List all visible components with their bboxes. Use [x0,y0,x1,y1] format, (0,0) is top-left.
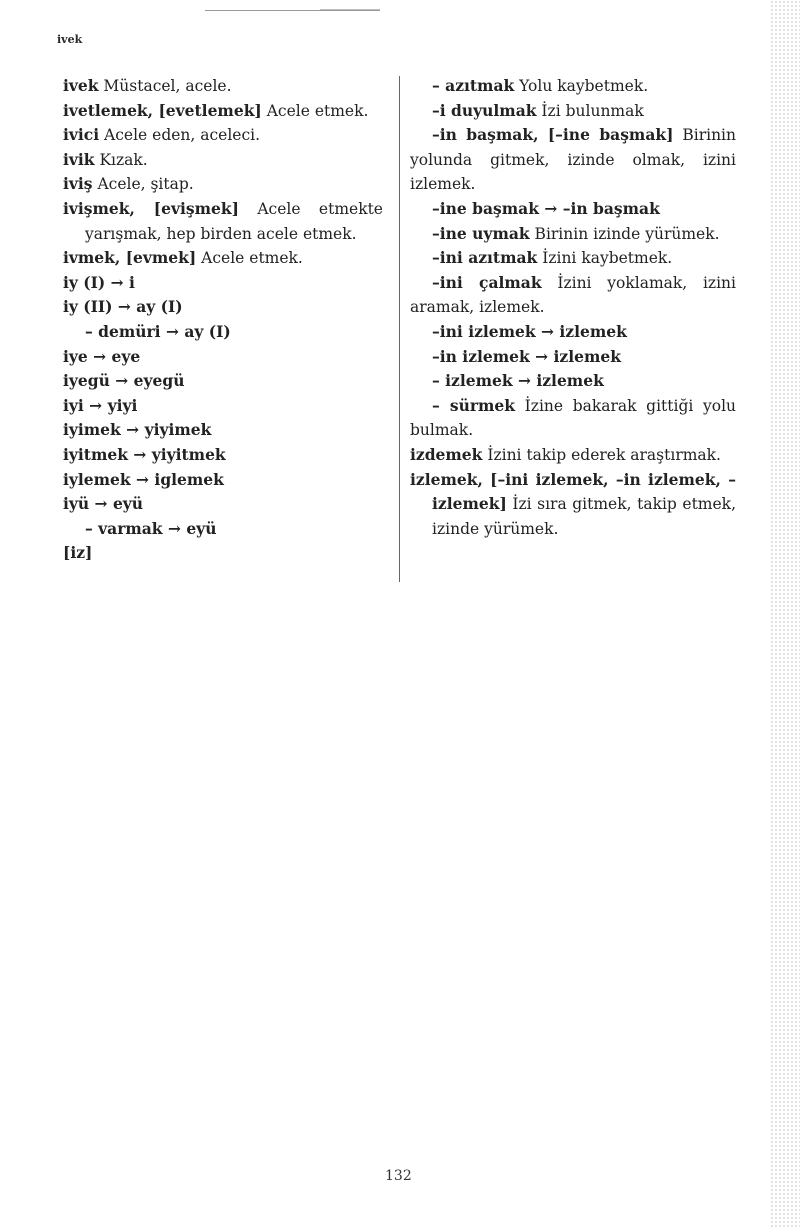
definition: Kızak. [94,150,148,169]
dictionary-subentry [410,197,736,222]
headword: iyitmek → yiyitmek [63,444,226,464]
dictionary-entry [63,541,383,566]
dictionary-entry [63,369,383,394]
headword: ivik [63,149,95,169]
headword: –in izlemek → izlemek [432,346,621,366]
page-number: 132 [385,1168,412,1184]
dictionary-entry [63,468,383,493]
headword: ivmek, [evmek] [63,248,197,268]
dictionary-subentry [410,369,736,394]
headword: –in başmak, [–ine başmak] [432,125,674,145]
headword: – izlemek → izlemek [432,371,604,391]
dictionary-entry [410,443,736,468]
headword: –ine başmak → –in başmak [432,198,660,218]
definition: Müstacel, acele. [98,77,232,95]
headword: iviş [63,174,93,194]
headword: – sürmek [432,395,516,415]
dictionary-subentry [410,345,736,370]
headword: ivek [63,76,99,95]
headword: –ini izlemek → izlemek [432,321,627,341]
top-rule [205,10,380,11]
dictionary-entry [63,418,383,443]
headword: –i duyulmak [432,100,537,120]
headword: ivici [63,125,100,145]
dictionary-entry [63,394,383,419]
headword: [iz] [63,543,93,563]
headword: iylemek → iglemek [63,469,224,489]
dictionary-subentry [410,123,736,197]
dictionary-entry [63,172,383,197]
headword: iyimek → yiyimek [63,420,212,440]
definition: Acele etmekte yarışmak, hep birden acele etmek. [85,199,383,243]
headword: iye → eye [63,346,141,366]
top-rule-secondary [320,9,380,10]
headword: –ini çalmak [432,272,542,292]
definition: Acele etmek. [261,101,369,120]
headword: iy (II) → ay (I) [63,297,183,317]
left-column [63,74,383,566]
dictionary-subentry [410,74,736,99]
dictionary-entry [63,197,383,246]
headword: iyü → eyü [63,494,144,514]
definition: İzini yoklamak, izini aramak, izlemek. [410,273,736,317]
headword: ivetlemek, [evetlemek] [63,100,262,120]
dictionary-entry [63,492,383,517]
headword: – varmak → eyü [85,518,217,538]
definition: İzi bulunmak [536,101,644,120]
dictionary-subentry [410,394,736,443]
headword: –ini azıtmak [432,248,538,268]
headword: iy (I) → i [63,272,135,292]
dictionary-subentry [410,246,736,271]
dictionary-subentry [410,222,736,247]
dictionary-entry [410,468,736,542]
dictionary-entry [63,74,383,99]
running-head: ivek [57,33,83,46]
headword: izlemek, [–ini izlemek, –in izlemek, – izlemek] [410,469,736,514]
headword: iyi → yiyi [63,395,138,415]
dictionary-entry [63,345,383,370]
definition: Birinin yolunda gitmek, izinde olmak, izini izlemek. [410,126,736,194]
definition: Yolu kaybetmek. [514,77,649,95]
dictionary-subentry [410,99,736,124]
dictionary-entry [63,295,383,320]
headword: – azıtmak [432,76,515,95]
headword: –ine uymak [432,223,530,243]
dictionary-subentry [63,320,383,345]
headword: iyegü → eyegü [63,371,185,391]
column-divider [399,76,400,582]
definition: İzi sıra gitmek, takip etmek, izinde yürümek. [432,495,736,538]
definition: İzini kaybetmek. [537,249,673,268]
dictionary-entry [63,123,383,148]
dictionary-entry [63,99,383,124]
dictionary-subentry [410,320,736,345]
dictionary-subentry [63,517,383,542]
definition: Acele eden, aceleci. [99,126,261,145]
definition: Birinin izinde yürümek. [529,224,720,243]
dictionary-entry [63,443,383,468]
dictionary-subentry [410,271,736,320]
definition: İzine bakarak gittiği yolu bulmak. [410,396,737,440]
dictionary-entry [63,271,383,296]
headword: – demüri → ay (I) [85,321,231,341]
dictionary-entry [63,148,383,173]
right-column [410,74,736,541]
definition: İzini takip ederek araştırmak. [482,445,721,464]
dictionary-entry [63,246,383,271]
scan-edge-noise [770,0,800,1229]
definition: Acele, şitap. [92,175,194,194]
definition: Acele etmek. [196,249,303,268]
headword: izdemek [410,444,483,464]
headword: ivişmek, [evişmek] [63,198,239,218]
